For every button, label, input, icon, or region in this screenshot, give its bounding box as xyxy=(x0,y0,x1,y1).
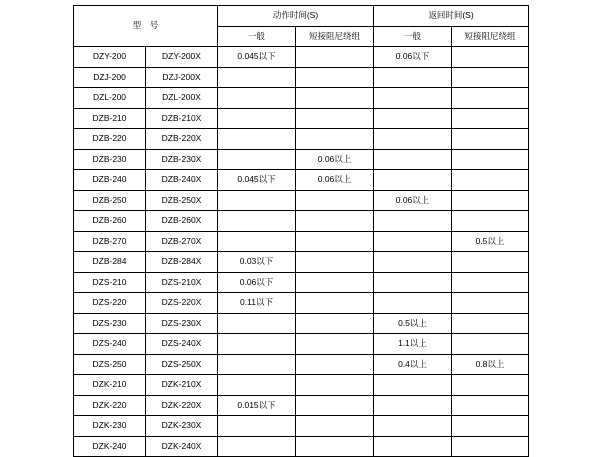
cell-action-damping xyxy=(296,436,374,457)
cell-action-general xyxy=(218,190,296,211)
cell-model-primary: DZB-240 xyxy=(74,170,146,191)
cell-return-general: 0.4以上 xyxy=(374,354,452,375)
cell-action-general xyxy=(218,149,296,170)
cell-return-general: 0.5以上 xyxy=(374,313,452,334)
table-row xyxy=(74,272,529,293)
cell-action-damping xyxy=(296,47,374,68)
table-row xyxy=(74,293,529,314)
cell-action-damping xyxy=(296,190,374,211)
cell-model-secondary: DZB-270X xyxy=(146,231,218,252)
cell-model-secondary: DZS-240X xyxy=(146,334,218,355)
cell-model-primary: DZK-210 xyxy=(74,375,146,396)
cell-return-general xyxy=(374,436,452,457)
table-row xyxy=(74,416,529,437)
cell-model-secondary: DZS-220X xyxy=(146,293,218,314)
table-row xyxy=(74,313,529,334)
table-row xyxy=(74,129,529,150)
cell-model-secondary: DZL-200X xyxy=(146,88,218,109)
table-row xyxy=(74,436,529,457)
table-row xyxy=(74,149,529,170)
cell-model-primary: DZB-230 xyxy=(74,149,146,170)
cell-action-damping xyxy=(296,416,374,437)
header-action-damping: 短接阻尼绕组 xyxy=(296,26,374,47)
cell-action-general xyxy=(218,67,296,88)
header-action-time: 动作时间(S) xyxy=(218,6,374,27)
table-row xyxy=(74,231,529,252)
cell-model-primary: DZK-230 xyxy=(74,416,146,437)
cell-action-damping: 0.06以上 xyxy=(296,149,374,170)
cell-return-damping xyxy=(452,334,529,355)
spec-table-container xyxy=(73,5,528,457)
cell-return-damping xyxy=(452,129,529,150)
table-row xyxy=(74,108,529,129)
cell-return-damping xyxy=(452,375,529,396)
cell-return-damping xyxy=(452,436,529,457)
cell-action-general xyxy=(218,108,296,129)
cell-return-general xyxy=(374,108,452,129)
cell-return-damping xyxy=(452,149,529,170)
cell-action-general xyxy=(218,334,296,355)
table-row xyxy=(74,375,529,396)
cell-action-general xyxy=(218,231,296,252)
cell-action-general xyxy=(218,354,296,375)
table-row xyxy=(74,354,529,375)
cell-model-secondary: DZB-250X xyxy=(146,190,218,211)
cell-action-damping xyxy=(296,211,374,232)
cell-model-primary: DZB-250 xyxy=(74,190,146,211)
cell-action-damping: 0.06以上 xyxy=(296,170,374,191)
table-row xyxy=(74,334,529,355)
cell-return-general xyxy=(374,293,452,314)
cell-action-general xyxy=(218,88,296,109)
cell-model-secondary: DZK-210X xyxy=(146,375,218,396)
cell-model-primary: DZB-220 xyxy=(74,129,146,150)
cell-model-primary: DZK-240 xyxy=(74,436,146,457)
cell-return-damping xyxy=(452,293,529,314)
cell-model-secondary: DZK-230X xyxy=(146,416,218,437)
cell-model-secondary: DZB-260X xyxy=(146,211,218,232)
header-return-damping: 短接阻尼绕组 xyxy=(452,26,529,47)
cell-action-damping xyxy=(296,231,374,252)
cell-action-general xyxy=(218,375,296,396)
table-row xyxy=(74,170,529,191)
cell-return-general xyxy=(374,252,452,273)
cell-model-secondary: DZJ-200X xyxy=(146,67,218,88)
cell-action-damping xyxy=(296,354,374,375)
cell-action-general: 0.03以下 xyxy=(218,252,296,273)
cell-return-general xyxy=(374,416,452,437)
cell-action-general xyxy=(218,313,296,334)
cell-action-damping xyxy=(296,293,374,314)
cell-return-damping xyxy=(452,252,529,273)
cell-return-general xyxy=(374,211,452,232)
header-return-general: 一般 xyxy=(374,26,452,47)
table-row xyxy=(74,88,529,109)
cell-action-damping xyxy=(296,67,374,88)
cell-return-general xyxy=(374,272,452,293)
cell-model-primary: DZS-210 xyxy=(74,272,146,293)
cell-return-general: 1.1以上 xyxy=(374,334,452,355)
cell-action-general: 0.045以下 xyxy=(218,170,296,191)
cell-action-damping xyxy=(296,395,374,416)
cell-return-damping xyxy=(452,67,529,88)
cell-action-damping xyxy=(296,129,374,150)
table-row xyxy=(74,211,529,232)
cell-return-general xyxy=(374,129,452,150)
cell-action-damping xyxy=(296,108,374,129)
cell-action-general: 0.11以下 xyxy=(218,293,296,314)
cell-model-primary: DZB-210 xyxy=(74,108,146,129)
cell-action-damping xyxy=(296,334,374,355)
cell-return-damping xyxy=(452,88,529,109)
cell-action-general xyxy=(218,211,296,232)
cell-return-damping xyxy=(452,108,529,129)
cell-model-primary: DZL-200 xyxy=(74,88,146,109)
cell-return-damping xyxy=(452,211,529,232)
cell-return-damping xyxy=(452,416,529,437)
cell-action-damping xyxy=(296,313,374,334)
table-row xyxy=(74,190,529,211)
table-row xyxy=(74,395,529,416)
cell-model-primary: DZB-284 xyxy=(74,252,146,273)
cell-return-general xyxy=(374,375,452,396)
relay-timing-table xyxy=(73,5,529,457)
cell-model-secondary: DZY-200X xyxy=(146,47,218,68)
table-row xyxy=(74,252,529,273)
cell-model-secondary: DZS-230X xyxy=(146,313,218,334)
cell-model-secondary: DZB-240X xyxy=(146,170,218,191)
cell-model-primary: DZS-250 xyxy=(74,354,146,375)
cell-model-primary: DZB-270 xyxy=(74,231,146,252)
table-row xyxy=(74,67,529,88)
cell-action-general xyxy=(218,436,296,457)
cell-return-damping xyxy=(452,170,529,191)
cell-model-secondary: DZB-210X xyxy=(146,108,218,129)
cell-return-damping xyxy=(452,272,529,293)
cell-return-damping xyxy=(452,313,529,334)
cell-action-general xyxy=(218,416,296,437)
cell-action-general xyxy=(218,129,296,150)
cell-return-general: 0.06以下 xyxy=(374,47,452,68)
cell-model-secondary: DZS-210X xyxy=(146,272,218,293)
cell-return-general: 0.06以上 xyxy=(374,190,452,211)
cell-model-primary: DZY-200 xyxy=(74,47,146,68)
cell-return-general xyxy=(374,231,452,252)
cell-model-secondary: DZK-240X xyxy=(146,436,218,457)
header-action-general: 一般 xyxy=(218,26,296,47)
cell-action-damping xyxy=(296,252,374,273)
cell-return-general xyxy=(374,149,452,170)
cell-action-damping xyxy=(296,272,374,293)
cell-model-secondary: DZS-250X xyxy=(146,354,218,375)
cell-model-primary: DZJ-200 xyxy=(74,67,146,88)
header-model: 型 号 xyxy=(74,6,218,47)
cell-model-secondary: DZB-284X xyxy=(146,252,218,273)
cell-return-general xyxy=(374,395,452,416)
cell-return-general xyxy=(374,67,452,88)
cell-model-primary: DZS-220 xyxy=(74,293,146,314)
cell-return-general xyxy=(374,88,452,109)
table-body xyxy=(74,47,529,457)
cell-model-secondary: DZK-220X xyxy=(146,395,218,416)
cell-action-general: 0.06以下 xyxy=(218,272,296,293)
cell-model-secondary: DZB-220X xyxy=(146,129,218,150)
cell-model-primary: DZS-240 xyxy=(74,334,146,355)
cell-model-primary: DZB-260 xyxy=(74,211,146,232)
table-row xyxy=(74,47,529,68)
cell-return-general xyxy=(374,170,452,191)
cell-action-damping xyxy=(296,375,374,396)
header-return-time: 返回时间(S) xyxy=(374,6,529,27)
cell-return-damping: 0.5以上 xyxy=(452,231,529,252)
table-header-row-1 xyxy=(74,6,529,27)
cell-action-damping xyxy=(296,88,374,109)
cell-return-damping xyxy=(452,395,529,416)
cell-model-primary: DZK-220 xyxy=(74,395,146,416)
cell-return-damping xyxy=(452,47,529,68)
cell-return-damping xyxy=(452,190,529,211)
cell-action-general: 0.015以下 xyxy=(218,395,296,416)
cell-return-damping: 0.8以上 xyxy=(452,354,529,375)
cell-model-primary: DZS-230 xyxy=(74,313,146,334)
cell-action-general: 0.045以下 xyxy=(218,47,296,68)
cell-model-secondary: DZB-230X xyxy=(146,149,218,170)
